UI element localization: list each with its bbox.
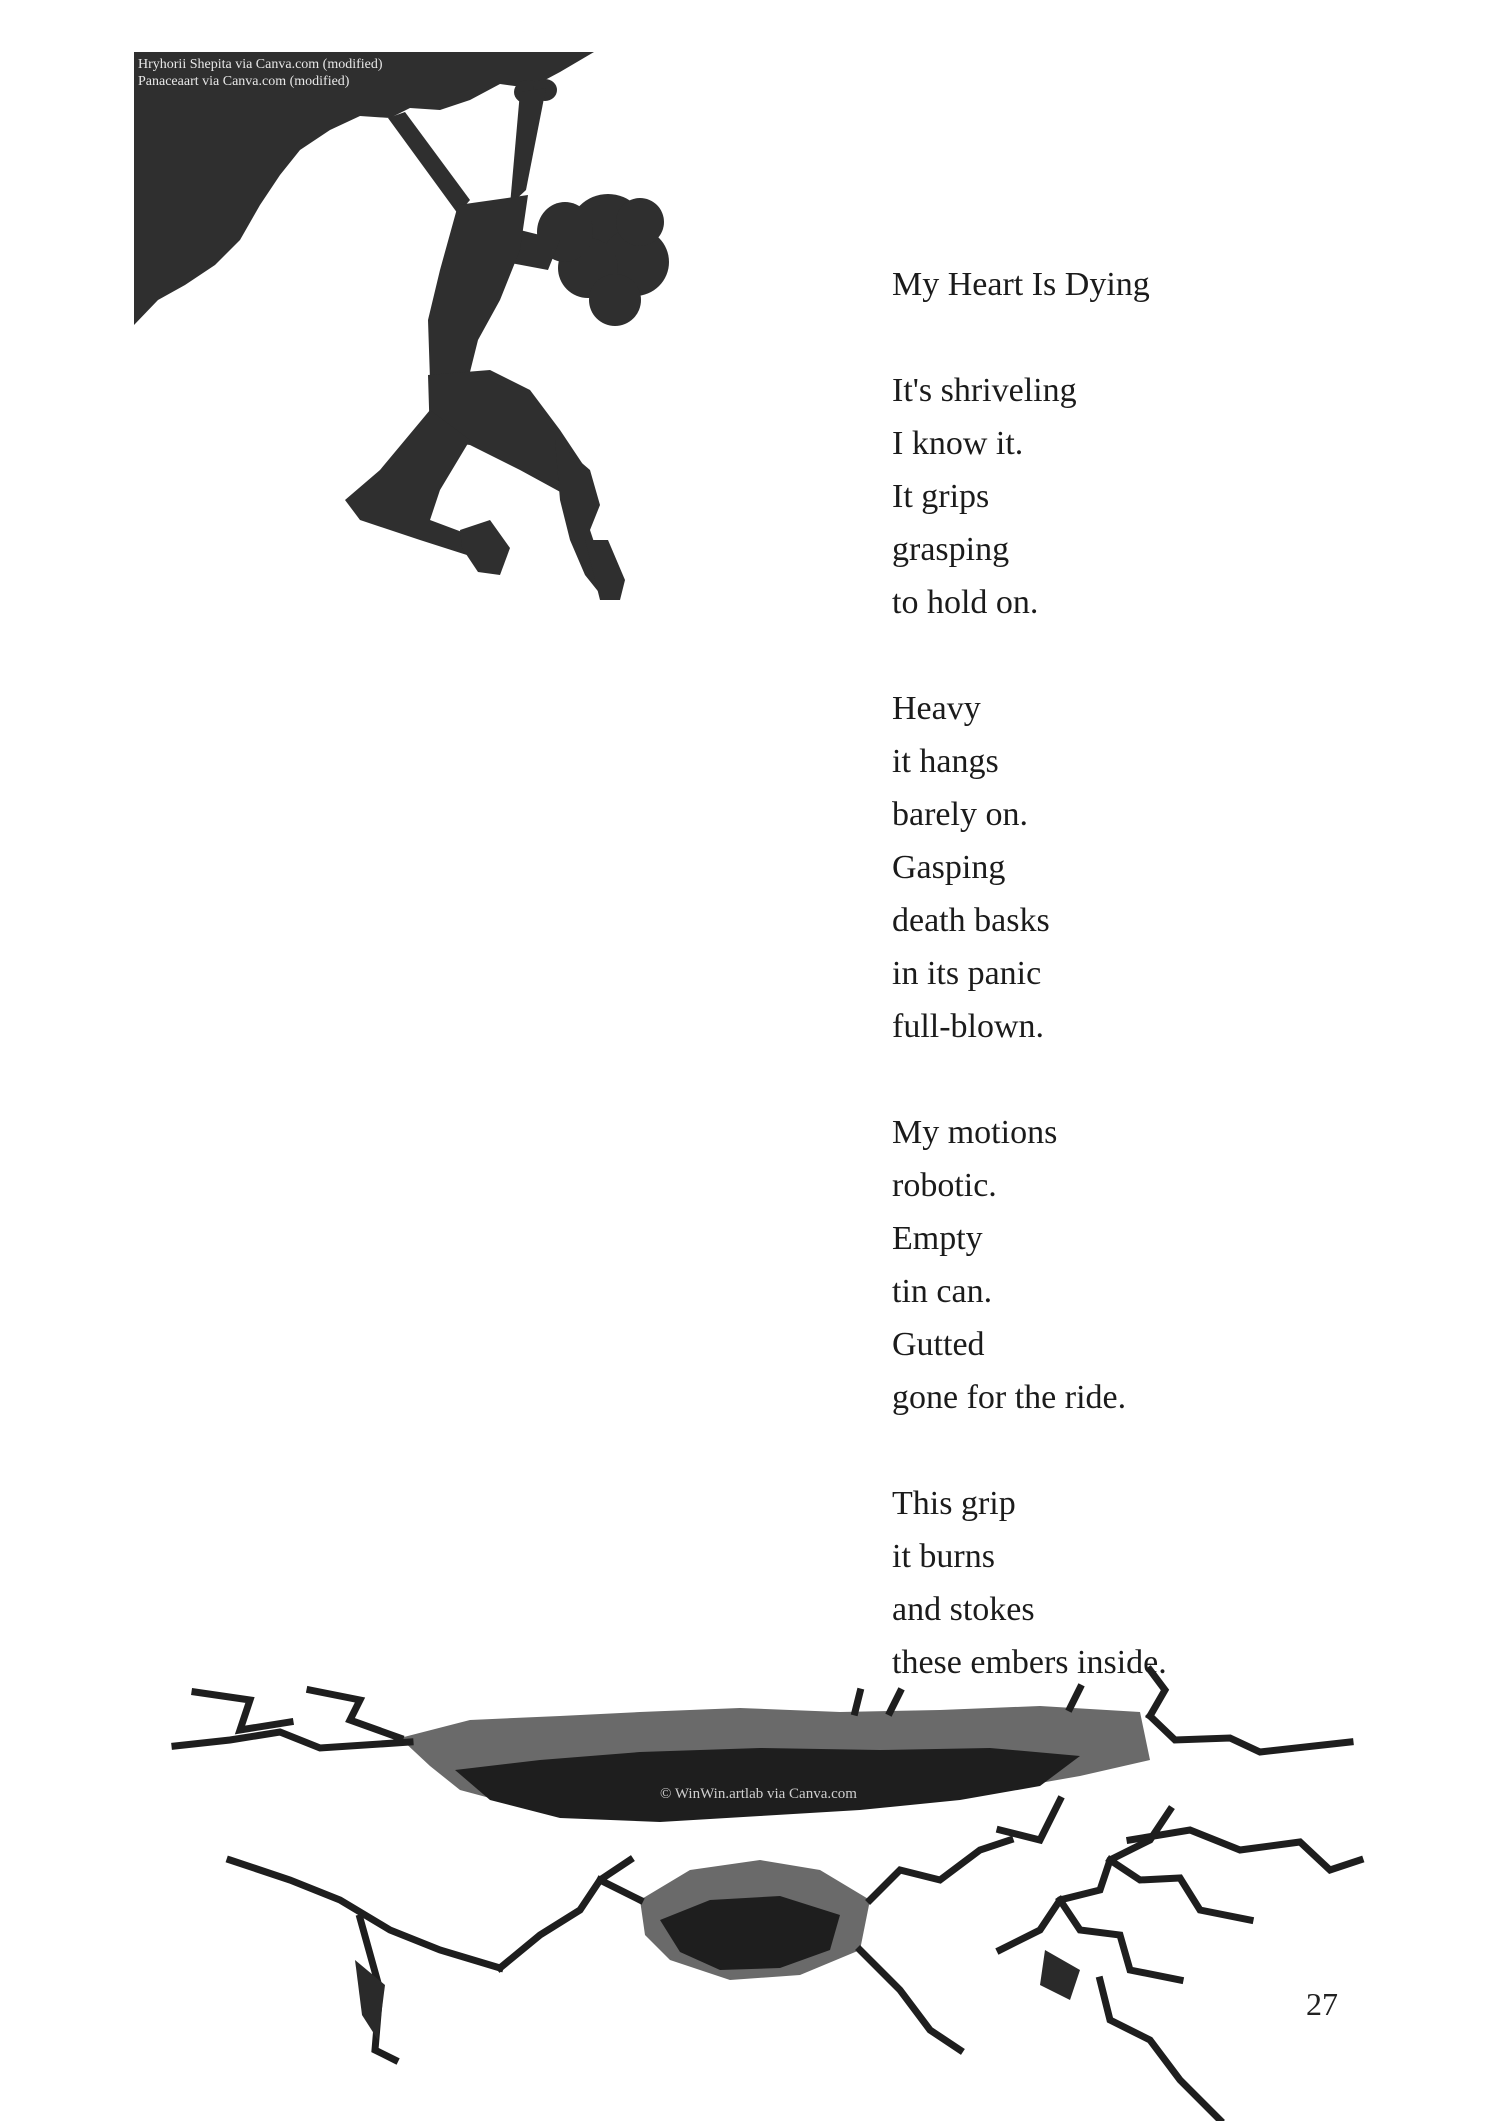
poem-line: full-blown. <box>892 1008 1045 1045</box>
poem-line: Gutted <box>892 1326 985 1363</box>
image-credit-line-1: Hryhorii Shepita via Canva.com (modified) <box>138 57 383 72</box>
poem-line: Empty <box>892 1220 983 1257</box>
poem-line: Heavy <box>892 690 981 727</box>
poem-line: This grip <box>892 1485 1016 1522</box>
poem-stanza-2 <box>892 682 1452 1053</box>
poem-line: to hold on. <box>892 584 1039 621</box>
poem-line: I know it. <box>892 425 1024 462</box>
poem-line: death basks <box>892 902 1050 939</box>
poem-line: it hangs <box>892 743 999 780</box>
poem-line: It's shriveling <box>892 372 1077 409</box>
poem-line: tin can. <box>892 1273 993 1310</box>
climber-silhouette <box>345 79 669 600</box>
image-credit-bottom: © WinWin.artlab via Canva.com <box>660 1786 857 1802</box>
image-credit-line-2: Panaceaart via Canva.com (modified) <box>138 74 350 89</box>
poem-line: grasping <box>892 531 1010 568</box>
poem-line: gone for the ride. <box>892 1379 1127 1416</box>
poem-line: these embers inside. <box>892 1644 1167 1681</box>
large-crack-hole <box>400 1706 1150 1822</box>
poem-stanza-3 <box>892 1106 1452 1424</box>
poem-stanza-1 <box>892 364 1452 629</box>
small-crack-hole <box>640 1860 870 1980</box>
poem-line: in its panic <box>892 955 1042 992</box>
poem-title: My Heart Is Dying <box>892 266 1150 303</box>
poem-line: robotic. <box>892 1167 997 1204</box>
poem-line: My motions <box>892 1114 1058 1151</box>
climber-illustration <box>0 0 720 620</box>
poem-line: It grips <box>892 478 990 515</box>
page-number: 27 <box>1306 1986 1338 2022</box>
image-credit-top <box>138 56 383 90</box>
poem-line: and stokes <box>892 1591 1035 1628</box>
poem-line: Gasping <box>892 849 1006 886</box>
poem-line: it burns <box>892 1538 995 1575</box>
cracked-ground-illustration <box>0 1660 1500 2121</box>
poem-line: barely on. <box>892 796 1028 833</box>
poem-stanza-4 <box>892 1477 1452 1689</box>
poem <box>892 258 1452 1689</box>
